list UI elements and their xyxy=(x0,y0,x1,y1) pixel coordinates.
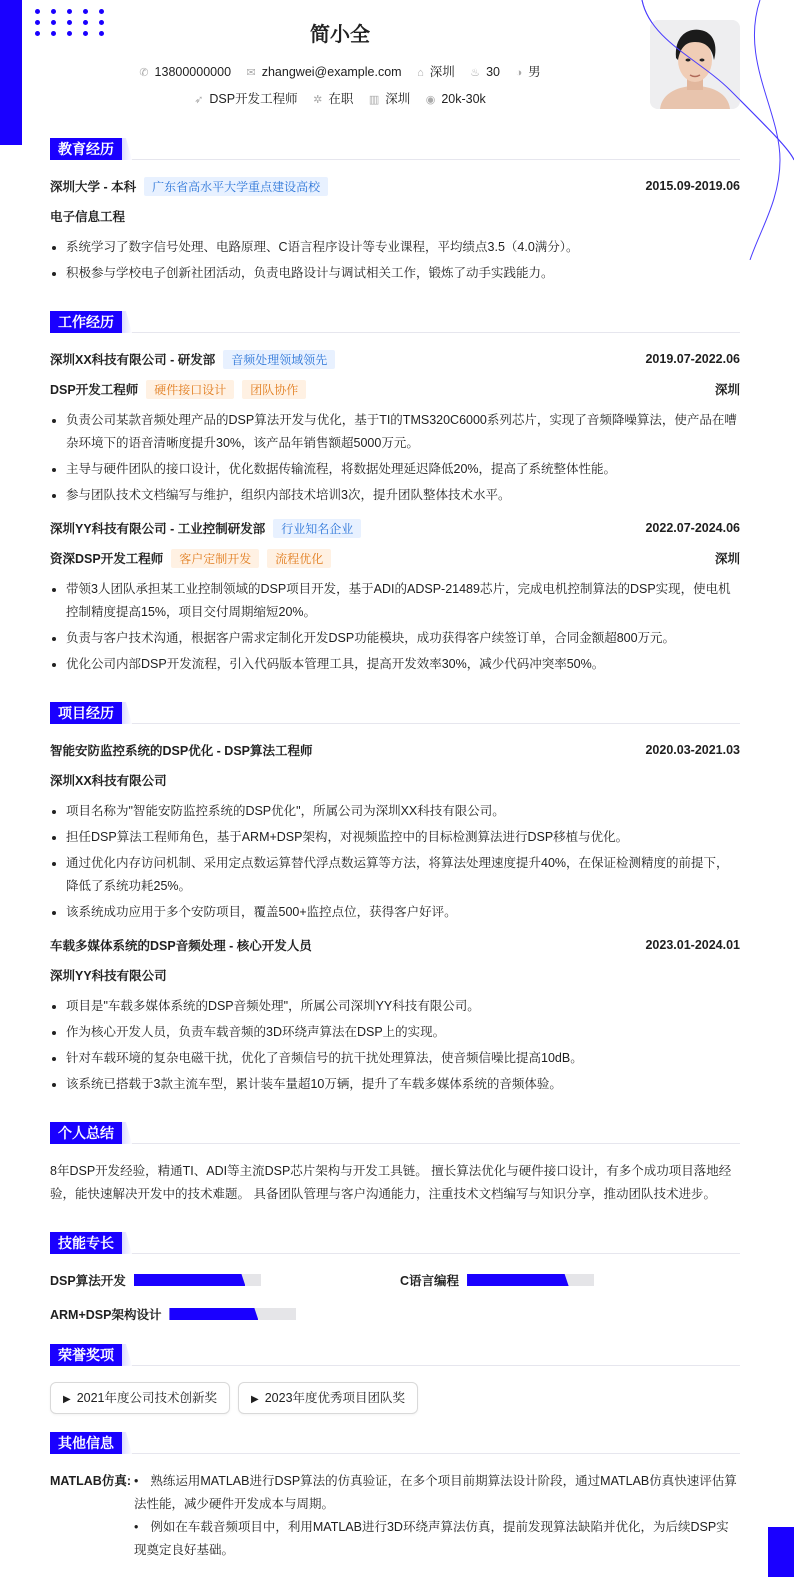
phone-icon: ✆ xyxy=(139,67,149,79)
summary-section xyxy=(50,1122,740,1206)
bullet: 该系统已搭载于3款主流车型，累计装车量超10万辆，提升了车载多媒体系统的音频体验。 xyxy=(50,1073,740,1096)
summary-text: 8年DSP开发经验，精通TI、ADI等主流DSP芯片架构与开发工具链。 擅长算法优化与硬件接口设计，有多个成功项目落地经验，能快速解决开发中的技术难题。 具备团队管理与客户沟通能力，注重技术文档编写与知识分享，推动团队技术进步。 xyxy=(50,1164,732,1201)
skill-bar xyxy=(169,1308,296,1320)
section-title: 教育经历 xyxy=(50,138,122,160)
salary-icon: ◉ xyxy=(425,94,436,106)
skill-name: C语言编程 xyxy=(400,1274,460,1288)
honors-section xyxy=(50,1344,740,1414)
cake-icon: ♨ xyxy=(470,67,481,79)
email-icon: ✉ xyxy=(246,67,256,79)
bullet: 作为核心开发人员，负责车载音频的3D环绕声算法在DSP上的实现。 xyxy=(50,1021,740,1044)
skill-name: DSP算法开发 xyxy=(50,1274,126,1288)
award-label: 2021年度公司技术创新奖 xyxy=(76,1391,218,1405)
section-title: 技能专长 xyxy=(50,1232,122,1254)
project-company: 深圳YY科技有限公司 xyxy=(50,969,167,983)
skill-item xyxy=(400,1270,740,1290)
section-title: 个人总结 xyxy=(50,1122,122,1144)
skill-tag: 团队协作 xyxy=(242,380,306,399)
job-title: 资深DSP开发工程师 xyxy=(50,552,164,566)
skill-name: ARM+DSP架构设计 xyxy=(50,1308,162,1322)
phone: 13800000000 xyxy=(154,65,232,79)
company: 深圳YY科技有限公司 - 工业控制研发部 xyxy=(50,522,266,536)
bullet: 熟练运用MATLAB进行DSP算法的仿真验证，在多个项目前期算法设计阶段，通过MATLAB仿真快速评估算法性能，减少硬件开发成本与周期。 xyxy=(134,1474,737,1511)
position: DSP开发工程师 xyxy=(209,92,298,106)
email: zhangwei@example.com xyxy=(261,65,402,79)
project-name: 智能安防监控系统的DSP优化 - DSP算法工程师 xyxy=(50,744,313,758)
section-title: 工作经历 xyxy=(50,311,122,333)
school: 深圳大学 - 本科 xyxy=(50,180,137,194)
gender: 男 xyxy=(528,65,541,79)
city: 深圳 xyxy=(714,383,740,397)
bullet: 主导与硬件团队的接口设计，优化数据传输流程，将数据处理延迟降低20%，提高了系统整体性能。 xyxy=(50,458,740,481)
section-title: 项目经历 xyxy=(50,702,122,724)
bullet: 积极参与学校电子创新社团活动，负责电路设计与调试相关工作，锻炼了动手实践能力。 xyxy=(50,262,740,285)
send-icon: ➶ xyxy=(194,94,204,106)
skill-bar xyxy=(467,1274,594,1286)
company-tag: 音频处理领域领先 xyxy=(223,350,335,369)
period: 2019.07-2022.06 xyxy=(645,352,740,366)
home-icon: ⌂ xyxy=(417,67,424,79)
company-tag: 行业知名企业 xyxy=(273,519,361,538)
skills-section xyxy=(50,1232,740,1324)
bullet: 项目是"车载多媒体系统的DSP音频处理"，所属公司深圳YY科技有限公司。 xyxy=(50,995,740,1018)
salary: 20k-30k xyxy=(441,92,486,106)
skill-bar xyxy=(134,1274,261,1286)
school-tag: 广东省高水平大学重点建设高校 xyxy=(144,177,328,196)
triangle-right-icon: ▶ xyxy=(63,1394,71,1405)
bullet: 优化公司内部DSP开发流程，引入代码版本管理工具，提高开发效率30%，减少代码冲突率50%。 xyxy=(50,653,740,676)
bullet: 该系统成功应用于多个安防项目，覆盖500+监控点位，获得客户好评。 xyxy=(50,901,740,924)
job-entry xyxy=(50,518,740,676)
bullet: 负责与客户技术沟通，根据客户需求定制化开发DSP功能模块，成功获得客户续签订单，合同金额超800万元。 xyxy=(50,627,740,650)
projects-section xyxy=(50,702,740,1096)
section-title: 其他信息 xyxy=(50,1432,122,1454)
skill-bar-fill xyxy=(169,1308,258,1320)
company: 深圳XX科技有限公司 - 研发部 xyxy=(50,353,216,367)
bullet: 针对车载环境的复杂电磁干扰，优化了音频信号的抗干扰处理算法，使音频信噪比提高10dB。 xyxy=(50,1047,740,1070)
bullet: 项目名称为"智能安防监控系统的DSP优化"，所属公司为深圳XX科技有限公司。 xyxy=(50,800,740,823)
project-entry xyxy=(50,935,740,1096)
other-label: MATLAB仿真: xyxy=(50,1474,131,1488)
bullet: 例如在车载音频项目中，利用MATLAB进行3D环绕声算法仿真，提前发现算法缺陷并优化，为后续DSP实现奠定良好基础。 xyxy=(134,1520,729,1557)
education-section xyxy=(50,138,740,285)
skill-tag: 流程优化 xyxy=(267,549,331,568)
award-label: 2023年度优秀项目团队奖 xyxy=(264,1391,406,1405)
bullet: 负责公司某款音频处理产品的DSP算法开发与优化，基于TI的TMS320C6000系列芯片，实现了音频降噪算法，使产品在嘈杂环境下的语音清晰度提升30%，该产品年销售额超5000万元。 xyxy=(50,409,740,455)
other-section: 其他信息 MATLAB仿真: • 熟练运用MATLAB进行DSP算法的仿真验证，在多个项目前期算法设计阶段，通过MATLAB仿真快速评估算法性能，减少硬件开发成本与周期。 • 例如在车载音频项目中，利用MATLAB进行3D环绕声算法仿真，提前发现算法缺陷并优化，为后续DSP实现奠定良好基础。 xyxy=(50,1432,740,1562)
job-title: DSP开发工程师 xyxy=(50,383,139,397)
period: 2015.09-2019.06 xyxy=(645,179,740,193)
decor-corner-block xyxy=(768,1527,794,1577)
bullet: 带领3人团队承担某工业控制领域的DSP项目开发，基于ADI的ADSP-21489芯片，完成电机控制算法的DSP实现，使电机控制精度提高15%，项目交付周期缩短20%。 xyxy=(50,578,740,624)
major: 电子信息工程 xyxy=(50,210,126,224)
skill-tag: 硬件接口设计 xyxy=(146,380,234,399)
project-name: 车载多媒体系统的DSP音频处理 - 核心开发人员 xyxy=(50,939,312,953)
work-city: 深圳 xyxy=(385,92,411,106)
project-company: 深圳XX科技有限公司 xyxy=(50,774,167,788)
skill-tag: 客户定制开发 xyxy=(171,549,259,568)
bullet: 担任DSP算法工程师角色，基于ARM+DSP架构，对视频监控中的目标检测算法进行DSP移植与优化。 xyxy=(50,826,740,849)
work-section xyxy=(50,311,740,676)
skill-item xyxy=(50,1304,400,1324)
skill-bar-fill xyxy=(467,1274,569,1286)
job-intent-line xyxy=(0,89,680,107)
bullet: 系统学习了数字信号处理、电路原理、C语言程序设计等专业课程，平均绩点3.5（4.0满分）。 xyxy=(50,236,740,259)
triangle-right-icon: ▶ xyxy=(251,1394,259,1405)
status: 在职 xyxy=(328,92,354,106)
bullet: 通过优化内存访问机制、采用定点数运算替代浮点数运算等方法，将算法处理速度提升40%，在保证检测精度的前提下，降低了系统功耗25%。 xyxy=(50,852,740,898)
bullet: 参与团队技术文档编写与维护，组织内部技术培训3次，提升团队整体技术水平。 xyxy=(50,484,740,507)
location: 深圳 xyxy=(429,65,455,79)
contact-line xyxy=(0,62,680,80)
award-badge[interactable] xyxy=(50,1382,230,1414)
period: 2023.01-2024.01 xyxy=(645,938,740,952)
period: 2020.03-2021.03 xyxy=(645,743,740,757)
project-entry xyxy=(50,740,740,924)
section-title: 荣誉奖项 xyxy=(50,1344,122,1366)
city: 深圳 xyxy=(714,552,740,566)
job-entry xyxy=(50,349,740,507)
period: 2022.07-2024.06 xyxy=(645,521,740,535)
skill-bar-fill xyxy=(134,1274,246,1286)
skill-item xyxy=(50,1270,400,1290)
age: 30 xyxy=(486,65,500,79)
candidate-name: 简小全 xyxy=(310,24,370,46)
gender-icon: ◑ xyxy=(515,67,523,79)
award-badge[interactable] xyxy=(238,1382,418,1414)
building-icon: ▥ xyxy=(368,94,380,106)
status-icon: ✲ xyxy=(313,94,323,106)
